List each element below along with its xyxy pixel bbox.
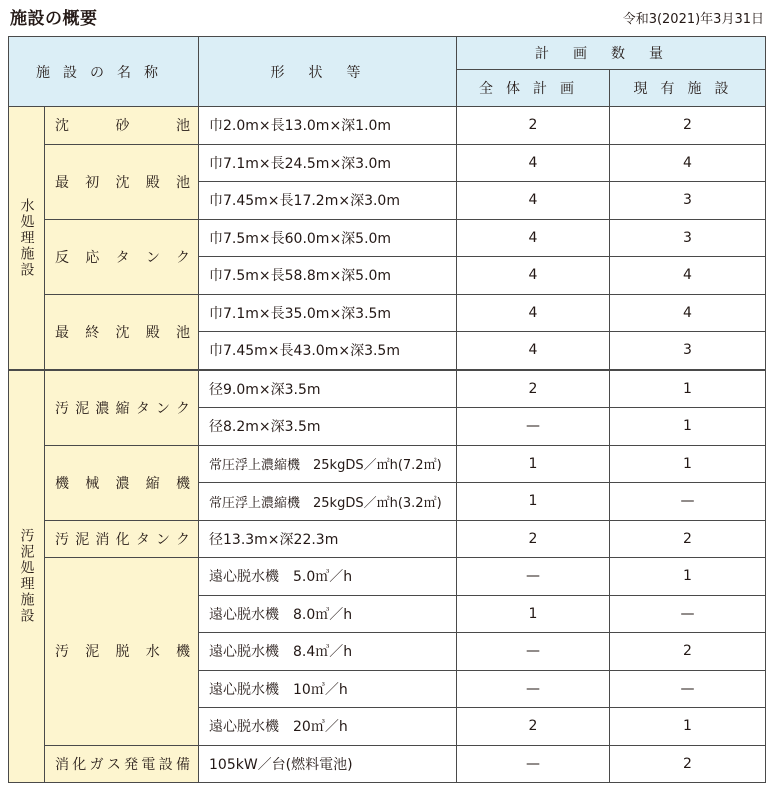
plan-count: — (457, 745, 610, 783)
group-water: 水処理施設 (9, 107, 45, 370)
current-count: 2 (610, 745, 766, 783)
facility-name: 汚泥濃縮タンク (45, 370, 199, 446)
facility-name: 消化ガス発電設備 (45, 745, 199, 783)
table-row (9, 294, 766, 332)
table-row (9, 558, 766, 596)
shape-spec: 遠心脱水機 10㎥／h (199, 670, 457, 708)
plan-count: 1 (457, 445, 610, 483)
shape-spec: 遠心脱水機 8.0㎥／h (199, 595, 457, 633)
plan-count: 2 (457, 107, 610, 145)
plan-count: 4 (457, 257, 610, 295)
plan-count: 2 (457, 370, 610, 408)
table-row (9, 107, 766, 145)
shape-spec: 巾7.45m×長17.2m×深3.0m (199, 182, 457, 220)
current-count: 3 (610, 182, 766, 220)
table-row (9, 370, 766, 408)
facility-table (8, 36, 766, 783)
current-count: 3 (610, 332, 766, 370)
shape-spec: 遠心脱水機 5.0㎥／h (199, 558, 457, 596)
plan-count: 4 (457, 219, 610, 257)
shape-spec: 径9.0m×深3.5m (199, 370, 457, 408)
plan-count: 4 (457, 332, 610, 370)
header-name: 施設の名称 (9, 37, 199, 107)
as-of-date: 令和3(2021)年3月31日 (622, 12, 764, 27)
shape-spec: 巾2.0m×長13.0m×深1.0m (199, 107, 457, 145)
plan-count: 1 (457, 483, 610, 521)
table-body (9, 107, 766, 783)
current-count: 1 (610, 708, 766, 746)
plan-count: — (457, 633, 610, 671)
plan-count: 2 (457, 520, 610, 558)
table-row (9, 445, 766, 483)
plan-count: — (457, 670, 610, 708)
current-count: — (610, 483, 766, 521)
table-row (9, 745, 766, 783)
shape-spec: 巾7.1m×長24.5m×深3.0m (199, 144, 457, 182)
facility-name: 汚泥脱水機 (45, 558, 199, 746)
plan-count: 1 (457, 595, 610, 633)
current-count: 4 (610, 294, 766, 332)
facility-name: 沈砂池 (45, 107, 199, 145)
facility-name: 機械濃縮機 (45, 445, 199, 520)
current-count: 1 (610, 558, 766, 596)
shape-spec: 巾7.45m×長43.0m×深3.5m (199, 332, 457, 370)
shape-spec: 巾7.5m×長60.0m×深5.0m (199, 219, 457, 257)
current-count: 4 (610, 257, 766, 295)
header-current: 現有施設 (610, 70, 766, 107)
facility-name: 最初沈殿池 (45, 144, 199, 219)
plan-count: — (457, 408, 610, 446)
current-count: — (610, 595, 766, 633)
table-row (9, 144, 766, 182)
facility-name: 反応タンク (45, 219, 199, 294)
current-count: 2 (610, 633, 766, 671)
facility-name: 最終沈殿池 (45, 294, 199, 370)
header-total-plan: 全体計画 (457, 70, 610, 107)
facility-name: 汚泥消化タンク (45, 520, 199, 558)
current-count: 2 (610, 520, 766, 558)
shape-spec: 径8.2m×深3.5m (199, 408, 457, 446)
shape-spec: 遠心脱水機 8.4㎥／h (199, 633, 457, 671)
shape-spec: 常圧浮上濃縮機 25kgDS／㎡h(7.2㎡) (199, 445, 457, 483)
current-count: 3 (610, 219, 766, 257)
plan-count: 4 (457, 144, 610, 182)
current-count: 1 (610, 370, 766, 408)
plan-count: 2 (457, 708, 610, 746)
current-count: — (610, 670, 766, 708)
plan-count: — (457, 558, 610, 596)
shape-spec: 105kW／台(燃料電池) (199, 745, 457, 783)
header-shape: 形状等 (199, 37, 457, 107)
current-count: 4 (610, 144, 766, 182)
shape-spec: 遠心脱水機 20㎥／h (199, 708, 457, 746)
table-row (9, 219, 766, 257)
shape-spec: 巾7.5m×長58.8m×深5.0m (199, 257, 457, 295)
plan-count: 4 (457, 294, 610, 332)
current-count: 1 (610, 445, 766, 483)
table-row (9, 520, 766, 558)
header-quantity: 計画数量 (457, 37, 766, 70)
current-count: 1 (610, 408, 766, 446)
shape-spec: 巾7.1m×長35.0m×深3.5m (199, 294, 457, 332)
shape-spec: 径13.3m×深22.3m (199, 520, 457, 558)
page-title: 施設の概要 (10, 9, 98, 29)
current-count: 2 (610, 107, 766, 145)
plan-count: 4 (457, 182, 610, 220)
shape-spec: 常圧浮上濃縮機 25kgDS／㎡h(3.2㎡) (199, 483, 457, 521)
group-sludge: 汚泥処理施設 (9, 370, 45, 783)
